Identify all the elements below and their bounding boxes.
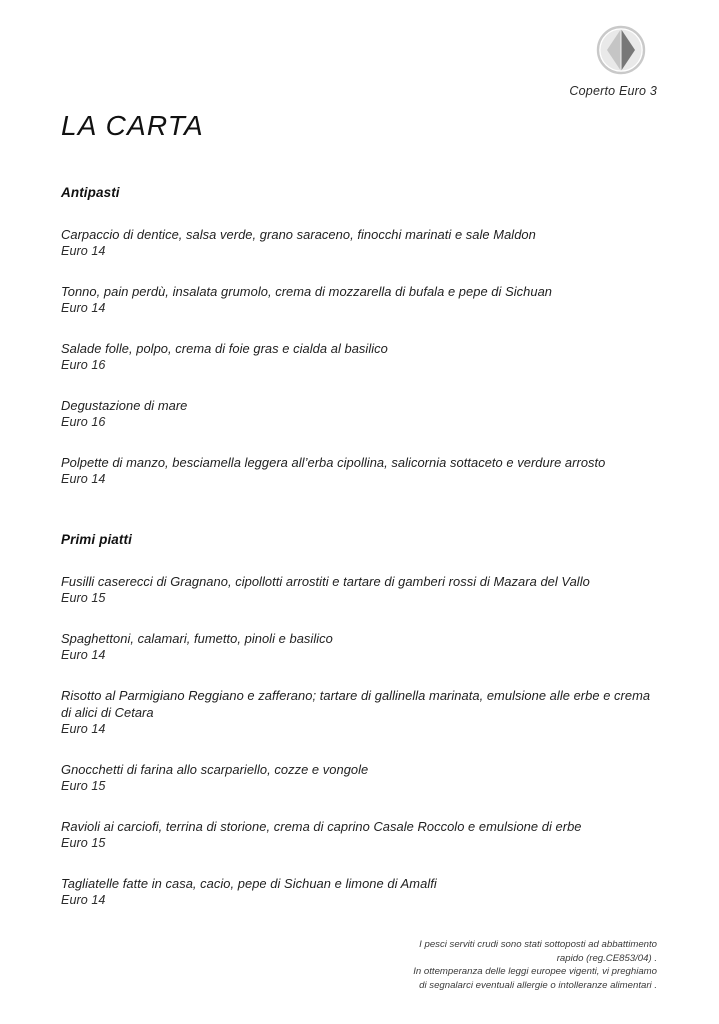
menu-item-price: Euro 14 [61,648,106,662]
menu-item-name: Spaghettoni, calamari, fumetto, pinoli e basilico [61,631,333,646]
page-title: LA CARTA [61,110,204,141]
menu-body [61,185,661,909]
footer-note-line: I pesci serviti crudi sono stati sottoposti ad abbattimento [419,939,657,950]
menu-item [61,818,661,852]
menu-item-name: Risotto al Parmigiano Reggiano e zafferano; tartare di gallinella marinata, emulsione alle erbe e crema di alici di Cetara [61,688,651,720]
menu-item [61,573,661,607]
menu-item [61,761,661,795]
menu-item-name: Tonno, pain perdù, insalata grumolo, crema di mozzarella di bufala e pepe di Sichuan [61,284,553,299]
menu-item-name: Tagliatelle fatte in casa, cacio, pepe di Sichuan e limone di Amalfi [61,876,437,891]
menu-item-price: Euro 16 [61,415,106,429]
diamond-in-circle-logo-icon [595,24,647,76]
menu-item [61,340,661,374]
section-title: Antipasti [61,185,120,200]
menu-item-price: Euro 15 [61,779,106,793]
menu-item [61,875,661,909]
menu-item-name: Carpaccio di dentice, salsa verde, grano saraceno, finocchi marinati e sale Maldon [61,227,536,242]
menu-item-price: Euro 14 [61,893,106,907]
footer-note-line: rapido (reg.CE853/04) . [556,952,657,964]
footer-note-line: In ottemperanza delle leggi europee vigenti, vi preghiamo [413,966,657,977]
menu-item [61,283,661,317]
menu-item-price: Euro 15 [61,836,106,850]
menu-item-price: Euro 16 [61,358,106,372]
menu-item [61,226,661,260]
menu-item-price: Euro 14 [61,472,106,486]
menu-item [61,630,661,664]
section-title: Primi piatti [61,532,132,547]
menu-section-primi-piatti [61,532,661,909]
menu-item-name: Gnocchetti di farina allo scarpariello, cozze e vongole [61,762,369,777]
menu-item-name: Salade folle, polpo, crema di foie gras e cialda al basilico [61,341,388,356]
menu-item [61,397,661,431]
brand-block [477,24,657,98]
menu-section-antipasti [61,185,661,488]
menu-item-price: Euro 15 [61,591,106,605]
coperto-label: Coperto Euro 3 [569,84,657,98]
footer-notes [297,938,657,992]
menu-item [61,454,661,488]
menu-item-price: Euro 14 [61,244,106,258]
menu-item [61,687,661,738]
footer-note-line: di segnalarci eventuali allergie o intolleranze alimentari . [419,979,657,991]
menu-item-name: Ravioli ai carciofi, terrina di storione, crema di caprino Casale Roccolo e emulsione di erbe [61,819,582,834]
menu-item-name: Polpette di manzo, besciamella leggera all’erba cipollina, salicornia sottaceto e verdure arrosto [61,455,606,470]
menu-item-name: Degustazione di mare [61,398,188,413]
menu-item-name: Fusilli caserecci di Gragnano, cipollotti arrostiti e tartare di gamberi rossi di Mazara del Vallo [61,574,590,589]
menu-item-price: Euro 14 [61,722,106,736]
menu-item-price: Euro 14 [61,301,106,315]
